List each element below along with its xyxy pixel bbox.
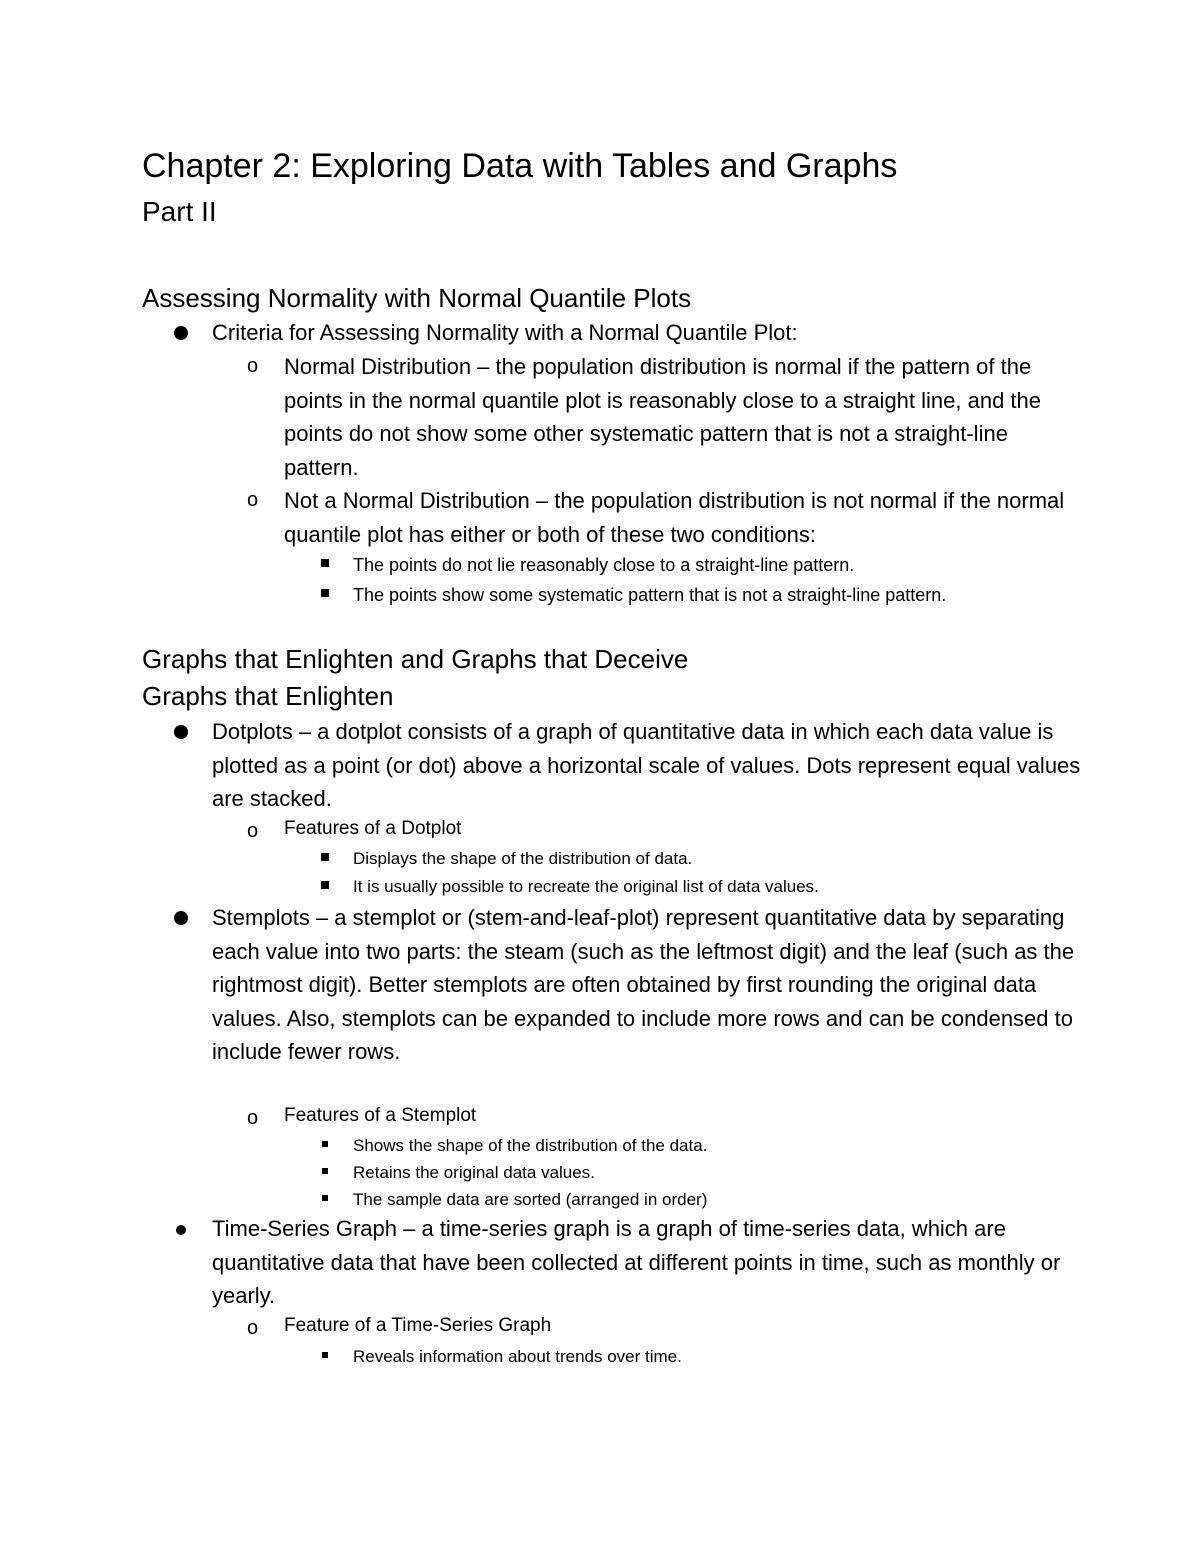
stemplot-features-label: Features of a Stemplot [284, 1105, 477, 1126]
section-heading-graphs: Graphs that Enlighten and Graphs that Deceive [142, 644, 689, 674]
square-bullet-icon [322, 1168, 328, 1174]
not-normal-distribution-item: Not a Normal Distribution – the population distribution is not normal if the normal quantile plot has either or both of these two conditions: [284, 488, 1065, 547]
page-title: Chapter 2: Exploring Data with Tables and Graphs [142, 147, 898, 185]
square-bullet-icon [321, 559, 329, 567]
stemplots-bullet: Stemplots – a stemplot or (stem-and-leaf-plot) represent quantitative data by separating each value into two parts: the steam (such as the leftmost digit) and the leaf (such as the rightmost digit). Better stemplots are often obtained by first rounding the original data values. Also, stemplots can be expanded to include more rows and can be condensed to include fewer rows. [212, 905, 1075, 1065]
square-bullet-icon [321, 853, 329, 861]
bullet-icon [174, 911, 188, 925]
square-bullet-icon [322, 1141, 328, 1147]
condition-item: The points do not lie reasonably close to a straight-line pattern. [353, 555, 855, 575]
circle-bullet-icon: o [247, 355, 259, 377]
circle-bullet-icon: o [247, 820, 259, 842]
square-bullet-icon [322, 1352, 328, 1358]
dotplot-features-label: Features of a Dotplot [284, 818, 462, 839]
square-bullet-icon [321, 881, 329, 889]
subsection-heading-enlighten: Graphs that Enlighten [142, 681, 394, 711]
timeseries-feature-item: Reveals information about trends over time. [353, 1347, 682, 1366]
criteria-bullet: Criteria for Assessing Normality with a Normal Quantile Plot: [212, 320, 798, 345]
section-heading-normality: Assessing Normality with Normal Quantile Plots [142, 283, 692, 313]
circle-bullet-icon: o [247, 1107, 259, 1129]
dotplot-feature-item: Displays the shape of the distribution of data. [353, 849, 693, 868]
stemplot-feature-item: The sample data are sorted (arranged in order) [353, 1190, 708, 1209]
timeseries-features-label: Feature of a Time-Series Graph [284, 1315, 552, 1336]
timeseries-bullet: Time-Series Graph – a time-series graph is a graph of time-series data, which are quantitative data that have been collected at different points in time, such as monthly or yearly. [212, 1216, 1061, 1309]
bullet-icon [174, 725, 188, 739]
bullet-icon [174, 326, 188, 340]
stemplot-feature-item: Retains the original data values. [353, 1163, 595, 1182]
normal-distribution-item: Normal Distribution – the population distribution is normal if the pattern of the points in the normal quantile plot is reasonably close to a straight line, and the points do not show some other systematic pattern that is not a straight-line pattern. [284, 354, 1042, 480]
dotplots-bullet: Dotplots – a dotplot consists of a graph of quantitative data in which each data value is plotted as a point (or dot) above a horizontal scale of values. Dots represent equal values are stacked. [212, 719, 1081, 812]
page-subtitle: Part II [142, 196, 217, 227]
condition-item: The points show some systematic pattern that is not a straight-line pattern. [353, 585, 947, 605]
dotplot-feature-item: It is usually possible to recreate the original list of data values. [353, 877, 819, 896]
square-bullet-icon [322, 1195, 328, 1201]
circle-bullet-icon: o [247, 489, 259, 511]
bullet-icon [176, 1225, 186, 1235]
square-bullet-icon [321, 589, 329, 597]
circle-bullet-icon: o [247, 1317, 259, 1339]
stemplot-feature-item: Shows the shape of the distribution of the data. [353, 1136, 708, 1155]
